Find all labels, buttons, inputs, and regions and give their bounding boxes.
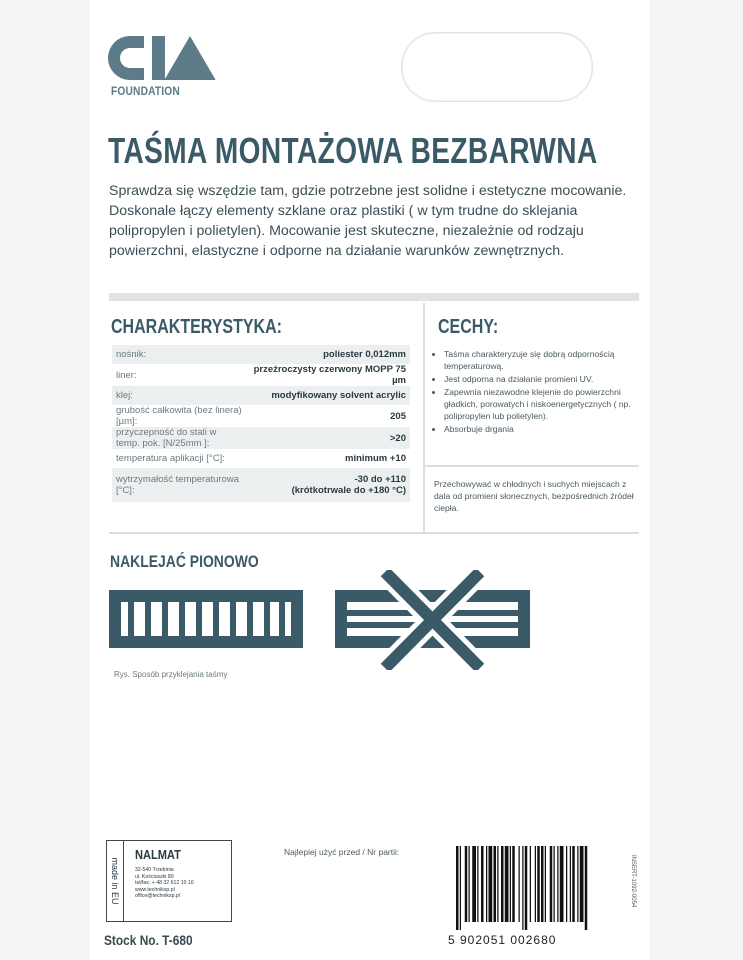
made-in-text: made in EU — [110, 857, 120, 905]
barcode-bar — [545, 846, 546, 922]
barcode-bar — [501, 846, 504, 922]
incorrect-application-illustration — [335, 570, 530, 670]
features-heading: CECHY: — [438, 316, 499, 338]
barcode-bar — [460, 846, 461, 930]
spec-value: przeźroczysty czerwony MOPP 75 µm — [253, 364, 406, 386]
logo-subtitle: FOUNDATION — [111, 84, 180, 98]
barcode-bar — [505, 846, 509, 922]
spec-value: >20 — [246, 427, 410, 449]
storage-note: Przechowywać w chłodnych i suchych miejscach z dala od promieni słonecznych, bezpośrednich źródeł ciepła. — [434, 479, 634, 513]
characteristics-table — [112, 345, 410, 502]
spec-key: nośnik: — [112, 345, 246, 364]
barcode-bar — [519, 846, 520, 922]
vertical-code: INSERT-1092-0054 — [630, 855, 636, 908]
features-list — [434, 348, 649, 436]
stock-number: Stock No. T-680 — [104, 932, 193, 948]
barcode-bar — [510, 846, 511, 922]
table-row — [112, 364, 410, 386]
product-description: Sprawdza się wszędzie tam, gdzie potrzebne jest solidne i estetyczne mocowanie. Doskonale łączy elementy szklane oraz plastiki ( w tym trudne do sklejania polipropylen i polietylen). Mocowanie jest skuteczne, niezależnie od rodzaju powierzchni, elastyczne i odporne na działanie warunków zewnętrznych. — [109, 183, 627, 259]
barcode-bar — [560, 846, 564, 922]
spec-value: 205 — [390, 410, 406, 422]
column-divider — [423, 303, 425, 533]
spec-value — [246, 468, 410, 502]
barcode-bar — [456, 846, 459, 930]
spec-value-line: (krótkotrwale do +180 °C) — [291, 485, 406, 496]
barcode-bar — [541, 846, 544, 922]
barcode-bar — [472, 846, 476, 922]
barcode-bar — [489, 846, 493, 922]
vertical-strips-illustration — [109, 590, 303, 648]
section-divider-bottom — [109, 532, 639, 534]
barcode-bar — [585, 846, 588, 930]
table-row — [112, 386, 410, 405]
spec-key: liner: — [116, 369, 137, 381]
hang-hole — [401, 32, 593, 102]
barcode-bar — [554, 846, 555, 922]
barcode-bar — [497, 846, 498, 922]
barcode-bar — [580, 846, 584, 922]
spec-key: wytrzymałość temperaturowa [°C]: — [112, 468, 246, 502]
section-divider — [109, 293, 639, 301]
address-line: www.techniksp.pl — [135, 886, 175, 893]
barcode-bar — [535, 846, 536, 922]
list-item: • Zapewnia niezawodne klejenie do powierzchni gładkich, porowatych i niskoenergetycznych ( np. polipropylen lub polietylen). — [444, 386, 649, 422]
product-title: TAŚMA MONTAŻOWA BEZBARWNA — [108, 130, 598, 171]
barcode-bar — [465, 846, 468, 922]
spec-key: przyczepność do stali w temp. pok. [N/25mm ]: — [112, 427, 246, 449]
barcode-bar — [557, 846, 558, 922]
barcode-bar — [512, 846, 515, 922]
barcode-bar — [481, 846, 484, 922]
table-row — [112, 468, 410, 502]
barcode-bar — [522, 846, 523, 930]
barcode-bar — [530, 846, 531, 922]
address-line: 32-540 Trzebinia — [135, 867, 174, 873]
barcode-bar — [477, 846, 478, 922]
list-item: • Absorbuje drgania — [444, 423, 649, 435]
barcode — [450, 846, 630, 932]
application-heading: NAKLEJAĆ PIONOWO — [110, 552, 259, 571]
address-line: tel/fax. + 48 32 612 10 10 — [135, 880, 194, 887]
barcode-bar — [550, 846, 553, 922]
barcode-number: 5 902051 002680 — [448, 933, 557, 947]
cia-logo — [108, 36, 218, 80]
table-row — [112, 449, 410, 468]
characteristics-heading: CHARAKTERYSTYKA: — [111, 316, 282, 338]
barcode-bar — [537, 846, 540, 922]
barcode-bar — [572, 846, 575, 922]
barcode-bar — [494, 846, 497, 922]
barcode-bar — [577, 846, 578, 922]
table-row — [112, 427, 410, 449]
list-item: • Taśma charakteryzuje się dobrą odpornością temperaturową. — [444, 348, 649, 372]
made-in-label — [107, 841, 124, 921]
spec-key: temperatura aplikacji [°C]: — [116, 453, 225, 464]
spec-value: poliester 0,012mm — [246, 345, 410, 364]
spec-key: grubość całkowita (bez linera) [µm]: — [116, 405, 242, 427]
illustration-caption: Rys. Sposób przyklejania taśmy — [114, 670, 228, 679]
features-divider — [425, 465, 639, 467]
address-line: ul. Kościuszki 80 — [135, 873, 174, 880]
table-row — [112, 345, 410, 364]
manufacturer-name: NALMAT — [135, 847, 181, 862]
spec-key: klej: — [112, 386, 246, 405]
manufacturer-address — [135, 867, 194, 900]
barcode-bar — [570, 846, 571, 922]
address-line: office@techniksp.pl — [135, 893, 180, 900]
spec-value: modyfikowany solvent acrylic — [246, 386, 410, 405]
barcode-bar — [525, 846, 528, 930]
spec-value: minimum +10 — [345, 453, 406, 464]
barcode-bar — [469, 846, 470, 922]
table-row — [112, 405, 410, 427]
barcode-bar — [486, 846, 487, 922]
barcode-bar — [566, 846, 567, 922]
spec-value-line: -30 do +110 — [354, 474, 406, 485]
list-item: • Jest odporna na działanie promieni UV. — [444, 373, 649, 385]
best-before-label: Najlepiej użyć przed / Nr partii: — [284, 847, 400, 857]
manufacturer-box — [106, 840, 232, 922]
